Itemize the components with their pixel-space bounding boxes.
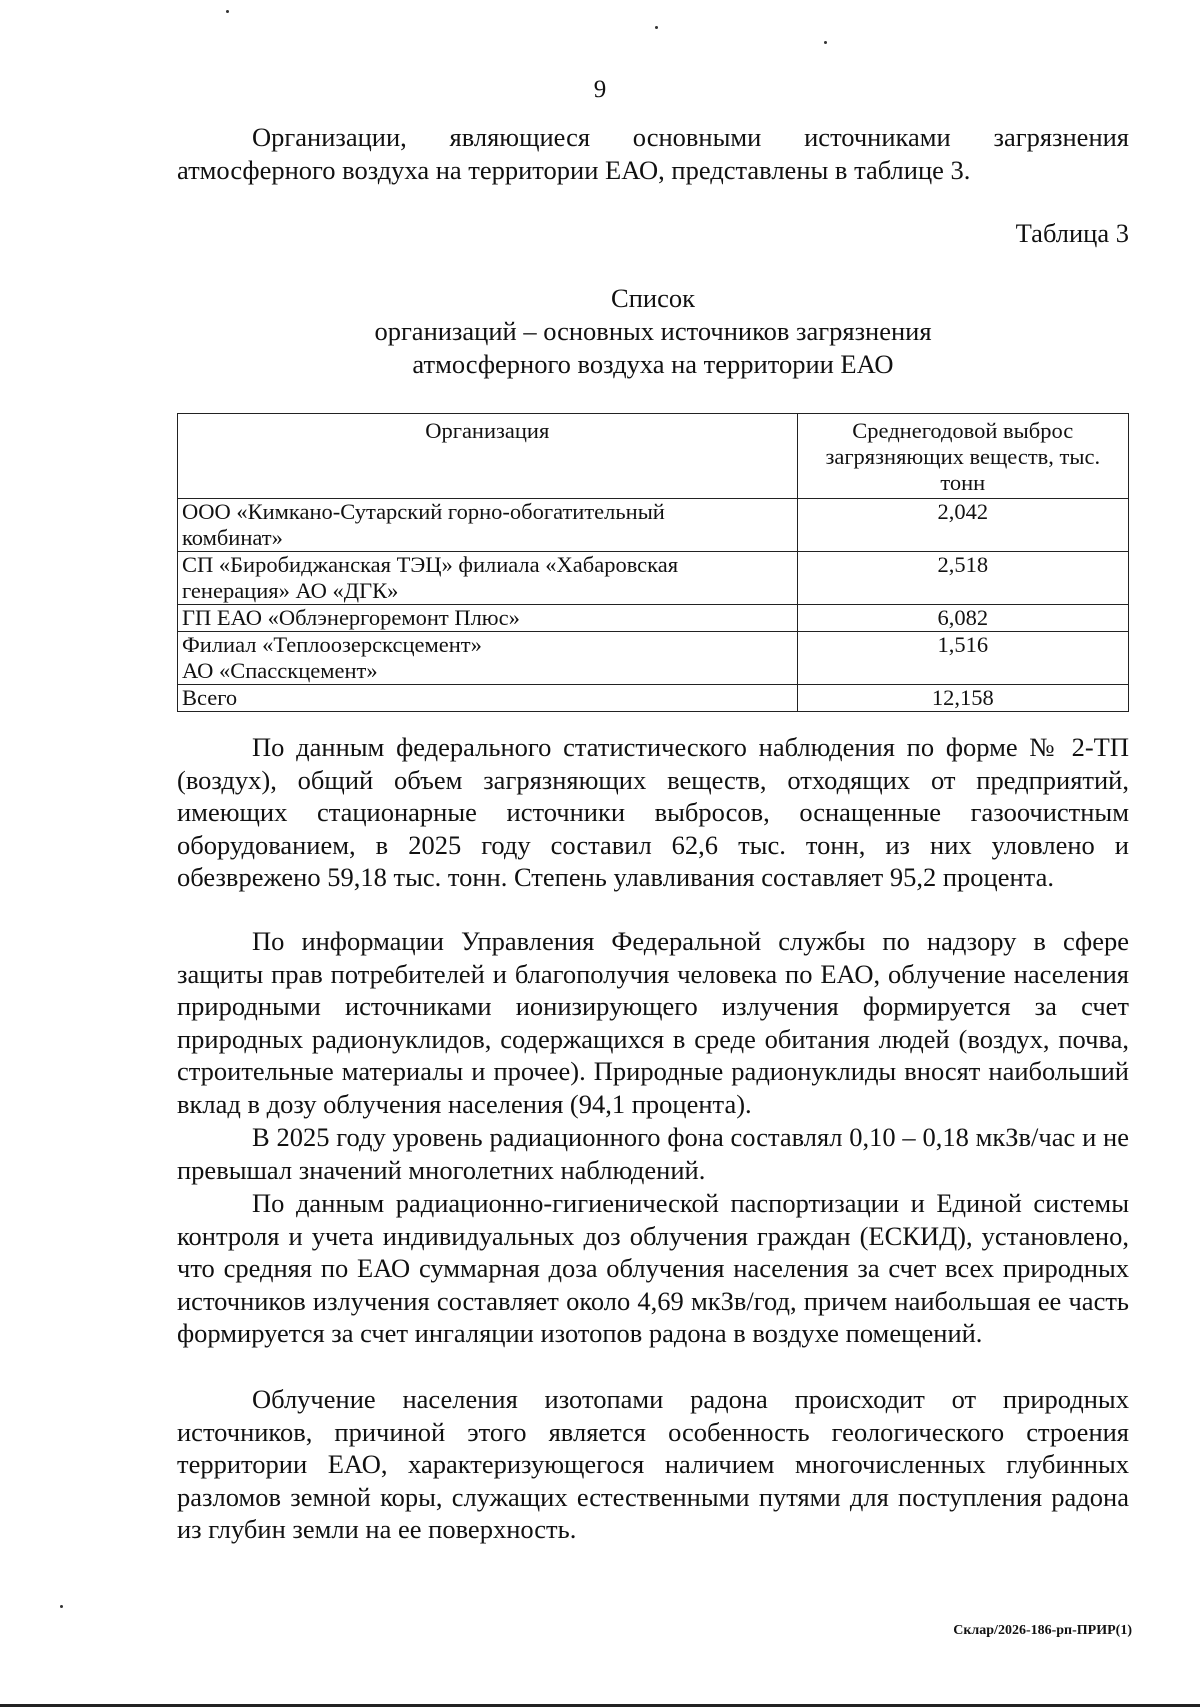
org-name-line: ГП ЕАО «Облэнергоремонт Плюс» — [182, 605, 520, 630]
emission-value: 6,082 — [797, 605, 1128, 632]
table-header-row — [178, 414, 1129, 499]
org-name-line: СП «Биробиджанская ТЭЦ» филиала «Хабаровская — [182, 552, 679, 577]
org-name-line: АО «Спасскцемент» — [182, 658, 378, 683]
table-row — [178, 632, 1129, 685]
org-name-line: Филиал «Теплоозерсксцемент» — [182, 632, 482, 657]
header-emission: Среднегодовой выброс загрязняющих веществ, тыс. тонн — [797, 414, 1128, 499]
table-row — [178, 499, 1129, 552]
table-title-line-2: организаций – основных источников загрязнения — [374, 316, 932, 346]
org-cell — [178, 605, 798, 632]
scan-speck — [60, 1605, 63, 1608]
emission-value: 2,518 — [797, 552, 1128, 605]
org-name-line: генерация» АО «ДГК» — [182, 578, 399, 603]
page-number: 9 — [593, 76, 607, 103]
total-value: 12,158 — [797, 685, 1128, 712]
org-cell — [178, 632, 798, 685]
scan-speck — [655, 26, 658, 29]
emission-value: 2,042 — [797, 499, 1128, 552]
intro-paragraph: Организации, являющиеся основными источниками загрязнения атмосферного воздуха на территории ЕАО, представлены в таблице 3. — [177, 122, 1129, 185]
table-number: Таблица 3 — [1015, 218, 1129, 248]
table-title-line-3: атмосферного воздуха на территории ЕАО — [412, 349, 894, 379]
org-cell — [178, 499, 798, 552]
paragraph-stats: По данным федерального статистического наблюдения по форме № 2-ТП (воздух), общий объем загрязняющих веществ, отходящих от предприятий, имеющих стационарные источники выбросов, оснащенные газоочистным оборудованием, в 2025 году составил 62,6 тыс. тонн, из них уловлено и обезврежено 59,18 тыс. тонн. Степень улавливания составляет 95,2 процента. — [177, 732, 1129, 892]
table-row — [178, 552, 1129, 605]
paragraph-radon: Облучение населения изотопами радона происходит от природных источников, причиной этого является особенность геологического строения территории ЕАО, характеризующегося наличием многочисленных глубинных разломов земной коры, служащих естественными путями для поступления радона из глубин земли на ее поверхность. — [177, 1384, 1129, 1544]
table-title-line-1: Список — [611, 283, 695, 313]
document-code: Склар/2026-186-рп-ПРИР(1) — [953, 1623, 1132, 1638]
paragraph-dose: По данным радиационно-гигиенической паспортизации и Единой системы контроля и учета индивидуальных доз облучения граждан (ЕСКИД), установлено, что средняя по ЕАО суммарная доза облучения населения за счет всех природных источников излучения составляет около 4,69 мкЗв/год, причем наибольшая ее часть формируется за счет ингаляции изотопов радона в воздухе помещений. — [177, 1188, 1129, 1348]
org-name-line: комбинат» — [182, 525, 283, 550]
scan-speck — [824, 41, 827, 44]
table-row — [178, 605, 1129, 632]
table-total-row — [178, 685, 1129, 712]
header-organization: Организация — [178, 414, 798, 499]
scan-speck — [226, 10, 229, 13]
organizations-table — [177, 413, 1129, 712]
org-name-line: ООО «Кимкано-Сутарский горно-обогатительный — [182, 499, 665, 524]
org-cell — [178, 552, 798, 605]
total-label: Всего — [178, 685, 798, 712]
scan-edge-line — [0, 1704, 1200, 1707]
emission-value: 1,516 — [797, 632, 1128, 685]
paragraph-background: В 2025 году уровень радиационного фона составлял 0,10 – 0,18 мкЗв/час и не превышал значений многолетних наблюдений. — [177, 1122, 1129, 1185]
paragraph-radiation: По информации Управления Федеральной службы по надзору в сфере защиты прав потребителей и благополучия человека по ЕАО, облучение населения природными источниками ионизирующего излучения формируется за счет природных радионуклидов, содержащихся в среде обитания людей (воздух, почва, строительные материалы и прочее). Природные радионуклиды вносят наибольший вклад в дозу облучения населения (94,1 процента). — [177, 926, 1129, 1119]
table-title — [177, 282, 1129, 381]
